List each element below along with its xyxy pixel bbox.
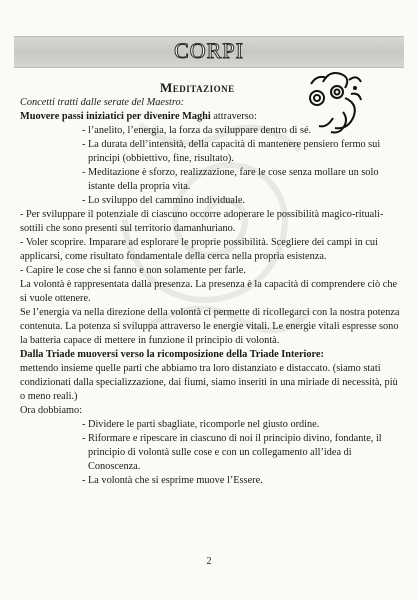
list-item: - Riformare e ripescare in ciascuno di noi il principio divino, fondante, il principio di volontà sulle cose e con un collegamento all’idea di Conoscenza.	[82, 433, 382, 472]
page-title: CORPI	[174, 38, 244, 63]
article-body	[20, 96, 405, 488]
paragraph: mettendo insieme quelle parti che abbiamo tra loro distanziato e distaccato. (siamo stati condizionati dalla specializzazione, dai fiumi, siamo inseriti in una miriade di necessità, più o meno reali.)	[20, 363, 398, 402]
list-item: - l’anelito, l’energia, la forza da sviluppare dentro di sé.	[82, 125, 312, 136]
paragraph: - Capire le cose che si fanno e non solamente per farle.	[20, 265, 246, 276]
list-item: - La volontà che si esprime muove l’Essere.	[82, 475, 263, 486]
heading-paragraph-1	[20, 110, 405, 124]
page-number: 2	[206, 556, 212, 567]
list-item: - Lo sviluppo del cammino individuale.	[82, 195, 246, 206]
paragraph: Se l’energia va nella direzione della volontà ci permette di ricollegarci con la nostra potenza contenuta. La potenza si sviluppa attraverso le energie vitali. Le energie vitali espresse sono la batteria capace di mettere in funzione il principio di volontà.	[20, 307, 400, 346]
section-title: Meditazione	[160, 80, 235, 95]
list-item: - Meditazione è sforzo, realizzazione, fare le cose senza mollare un solo istante della propria vita.	[82, 167, 379, 192]
paragraph: - Per sviluppare il potenziale di ciascuno occorre adoperare le possibilità magico-rituali-sottili che sono presenti sul territorio damanhuriano.	[20, 209, 384, 234]
paragraph: La volontà è rappresentata dalla presenza. La presenza è la capacità di comprendere ciò che si vuole ottenere.	[20, 279, 398, 304]
heading-1: Muovere passi iniziatici per divenire Maghi	[20, 111, 211, 122]
list-item: - La durata dell’intensità, della capacità di mantenere pensiero fermo sui principi (obbiettivo, fine, risultato).	[82, 139, 381, 164]
intro-line: Concetti tratti dalle serate del Maestro:	[20, 97, 185, 108]
heading-2: Dalla Triade muoversi verso la ricomposizione della Triade Interiore:	[20, 349, 324, 360]
list-item: - Dividere le parti sbagliate, ricomporle nel giusto ordine.	[82, 419, 320, 430]
paragraph: - Voler scoprire. Imparare ad esplorare le proprie possibilità. Scegliere dei campi in cui applicarsi, come risultato fondamentale della cerca nella propria esistenza.	[20, 237, 378, 262]
paragraph: Ora dobbiamo:	[20, 405, 83, 416]
heading-1-suffix: attraverso:	[210, 111, 257, 122]
